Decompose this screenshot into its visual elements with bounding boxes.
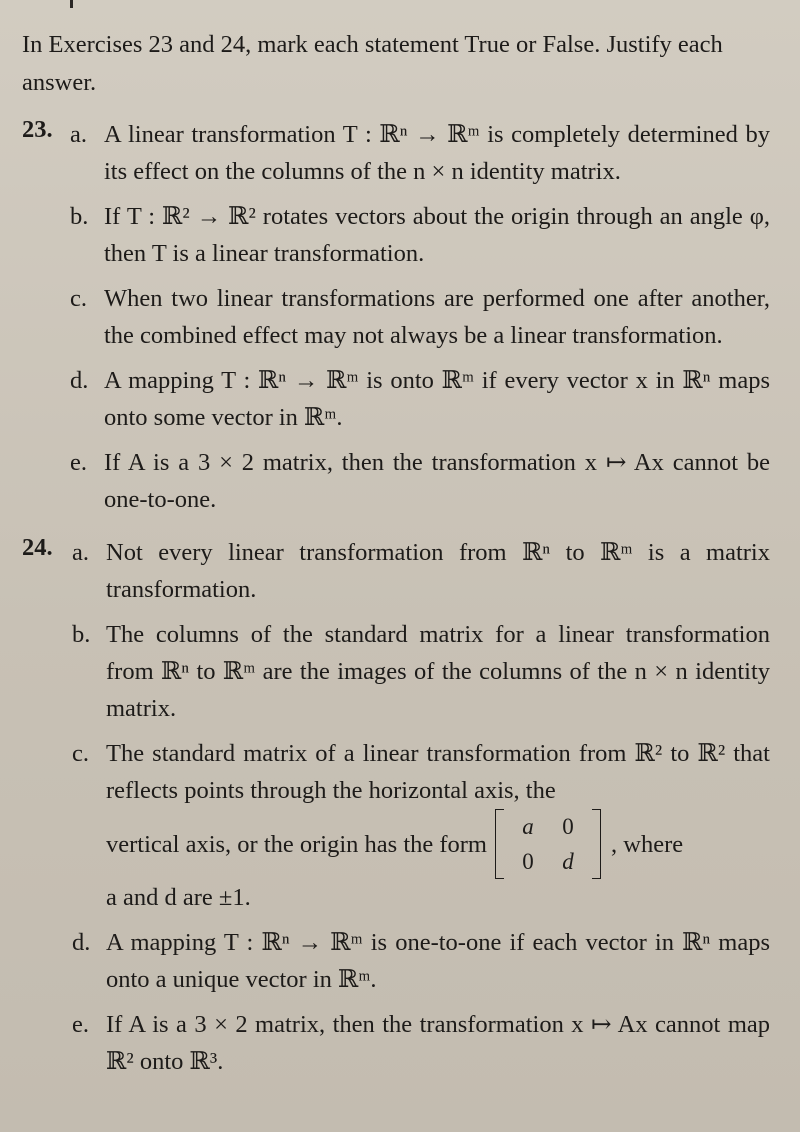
item-letter: c. (70, 285, 87, 312)
exercise-instructions: In Exercises 23 and 24, mark each statement True or False. Justify each answer. (22, 31, 723, 96)
item-letter: d. (70, 367, 89, 394)
item-letter: c. (72, 740, 89, 767)
statement-text: If T : ℝ² → ℝ² rotates vectors about the origin through an angle φ, then T is a linear transformation. (104, 203, 770, 267)
item-letter: a. (72, 539, 89, 566)
statement-text: A mapping T : ℝⁿ → ℝᵐ is one-to-one if each vector in ℝⁿ maps onto a unique vector in ℝᵐ. (106, 929, 770, 993)
item-letter: e. (70, 449, 87, 476)
statement-text: The columns of the standard matrix for a linear transformation from ℝⁿ to ℝᵐ are the images of the columns of the n × n identity matrix. (106, 621, 770, 722)
standard-matrix (495, 809, 601, 879)
statement-text: If A is a 3 × 2 matrix, then the transformation x ↦ Ax cannot map ℝ² onto ℝ³. (106, 1011, 770, 1075)
statement-text-before: The standard matrix of a linear transformation from ℝ² to ℝ² that reflects points through the horizontal axis, the (106, 740, 770, 804)
exercise-number: 24. (22, 534, 53, 561)
statement-23c (22, 280, 770, 354)
statement-23e (22, 444, 770, 518)
statement-text: When two linear transformations are performed one after another, the combined effect may not always be a linear transformation. (104, 285, 770, 349)
item-letter: e. (72, 1011, 89, 1038)
statement-24c (22, 735, 770, 916)
matrix-lead-text: vertical axis, or the origin has the form (106, 830, 487, 858)
exercise-number: 23. (22, 116, 53, 143)
statement-23d (22, 362, 770, 436)
matrix-entry-0: 0 (562, 814, 574, 839)
item-letter: d. (72, 929, 91, 956)
right-bracket (592, 809, 601, 879)
statement-text: A mapping T : ℝⁿ → ℝᵐ is onto ℝᵐ if every vector x in ℝⁿ maps onto some vector in ℝᵐ. (104, 367, 770, 431)
statement-text: If A is a 3 × 2 matrix, then the transformation x ↦ Ax cannot be one-to-one. (104, 449, 770, 513)
matrix-line (106, 809, 770, 879)
item-letter: b. (70, 203, 89, 230)
item-letter: b. (72, 621, 91, 648)
statement-text-after: a and d are ±1. (106, 884, 251, 911)
matrix-entry-0: 0 (522, 849, 534, 874)
statement-text: A linear transformation T : ℝⁿ → ℝᵐ is completely determined by its effect on the columns of the n × n identity matrix. (104, 121, 770, 185)
statement-23b (22, 198, 770, 272)
exercise-23 (22, 116, 770, 518)
statement-24a (22, 534, 770, 608)
statement-24e (22, 1006, 770, 1080)
item-letter: a. (70, 121, 87, 148)
statement-text: Not every linear transformation from ℝⁿ to ℝᵐ is a matrix transformation. (106, 539, 770, 603)
matrix-entry-d: d (562, 849, 574, 874)
matrix-entries (504, 809, 592, 879)
matrix-entry-a: a (522, 814, 534, 839)
statement-23a (22, 116, 770, 190)
statement-24d (22, 924, 770, 998)
page-edge-mark (70, 0, 73, 8)
matrix-tail-text: , where (611, 830, 684, 858)
exercise-24 (22, 534, 770, 1080)
left-bracket (495, 809, 504, 879)
statement-24b (22, 616, 770, 727)
